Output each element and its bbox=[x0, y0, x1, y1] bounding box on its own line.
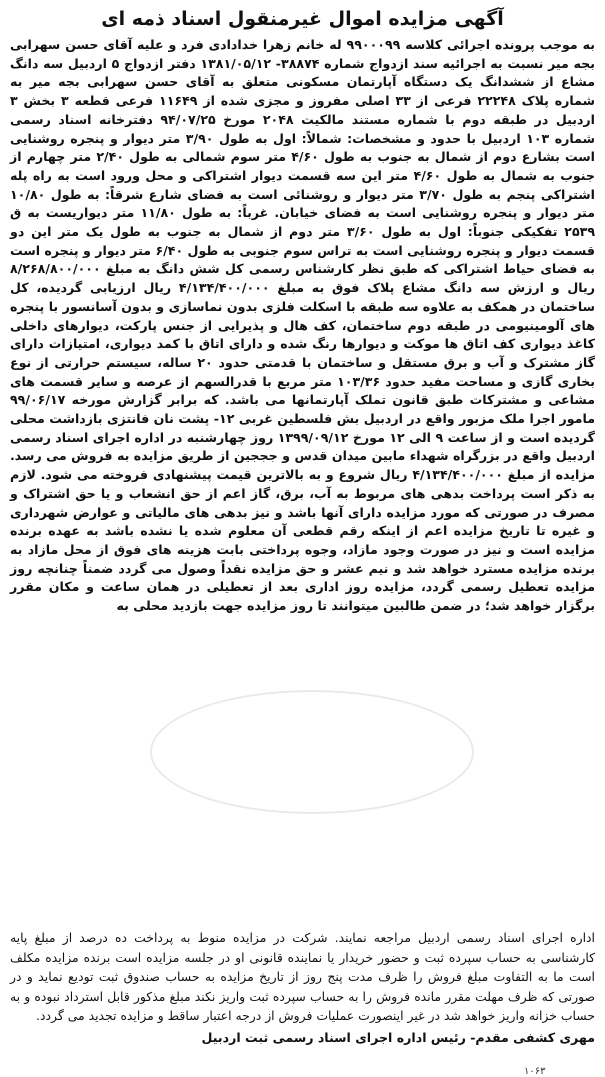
signature-line: مهری کشفی مقدم- رئیس اداره اجرای اسناد رسمی ثبت اردبیل bbox=[201, 1029, 595, 1045]
notice-body: به موجب پرونده اجرائی کلاسه ۹۹۰۰۰۹۹ له خانم زهرا خدادادی فرد و علیه آقای حسن سهرابی بجه میر نسبت به اجرائیه سند ازدواج شماره ۳۸۸۷۴- ۱۳۸۱/۰۵/۱۲ دفتر ازدواج ۵ اردبیل سه دانگ مشاع از ششدانگ یک دستگاه آپارتمان مسکونی متعلق به آقای حسن سهرابی بجه میر به شماره پلاک ۲۲۲۴۸ فرعی از ۳۳ اصلی مفروز و مجزی شده از ۱۱۶۴۹ فرعی قطعه ۳ بخش ۳ اردبیل در طبقه دوم با شماره مستند مالکیت ۲۰۴۸ مورخ ۹۴/۰۷/۲۵ دفترخانه اسناد رسمی شماره ۱۰۳ اردبیل با حدود و مشخصات: شمالاً: اول به طول ۳/۹۰ متر دیوار و پنجره روشنایی است بشارع دوم از شمال به جنوب به طول ۴/۶۰ متر سوم شمالی به طول ۲/۴۰ متر چهارم از جنوب به شمال به طول ۴/۶۰ متر این سه قسمت دیوار اشتراکی و محل ورود است به راه پله اشتراکی پنجم به طول ۳/۷۰ متر دیوار و روشنائی است به فضای شارع شرقاً: به طول ۱۰/۸۰ متر دیوار و پنجره روشنایی است به فضای خیابان. غرباً: به طول ۱۱/۸۰ متر دیواریست به ق ۲۵۳۹ تفکیکی جنوباً: اول به طول ۳/۶۰ متر دوم از شمال به جنوب به طول یک متر این دو قسمت دیوار و پنجره روشنایی است به تراس سوم جنوبی به طول ۶/۴۰ متر دیوار و پنجره است به فضای حیاط اشتراکی که طبق نظر کارشناس رسمی کل شش دانگ به مبلغ ۸/۲۶۸/۸۰۰/۰۰۰ ریال و ارزش سه دانگ مشاع پلاک فوق به مبلغ ۴/۱۳۴/۴۰۰/۰۰۰ ریال ارزیابی گردیده، کل ساختمان در همکف به علاوه سه طبقه با اسکلت فلزی بدون نماسازی و بدون آسانسور با پنجره های آلومینیومی در طبقه دوم ساختمان، کف هال و پذیرایی از جنس پارکت، دیوارهای داخلی کاغذ دیواری کف اتاق ها موکت و دیوارها رنگ شده و دارای اتاق با کمد دیواری، امتیازات دارای گاز مشترک و آب و برق مستقل و ساختمان با قدمتی حدود ۲۰ ساله، سیستم حرارتی از نوع بخاری گازی و مساحت مفید حدود ۱۰۳/۳۶ متر مربع با قدرالسهم از عرصه و سایر قسمت های مشاعی و مشترکات طبق قانون تملک آپارتمانها می باشد. که برابر گزارش مورخه ۹۹/۰۶/۱۷ مامور اجرا ملک مزبور واقع در اردبیل بش فلسطین غربی ۱۲- پشت نان فانتزی بازداشت محلی گردیده است و از ساعت ۹ الی ۱۲ مورخ ۱۳۹۹/۰۹/۱۲ روز چهارشنبه در اداره اجرای اسناد رسمی اردبیل واقع در بزرگراه شهداء مابین میدان قدس و جججین از طریق مزایده به فروش می رسد. مزایده از مبلغ ۴/۱۳۴/۴۰۰/۰۰۰ ریال شروع و به بالاترین قیمت پیشنهادی فروخته می شود. لازم به ذکر است پرداخت بدهی های مربوط به آب، برق، گاز اعم از حق انشعاب و یا حق اشتراک و مصرف در صورتی که مورد مزایده دارای آنها باشد و نیز بدهی های مالیاتی و عوارض شهرداری و غیره تا تاریخ مزایده اعم از اینکه رقم قطعی آن معلوم شده یا نشده باشد به عهده برنده مزایده است و نیز در صورت وجود مازاد، وجوه پرداختی بابت هزینه های فوق از محل مازاد به برنده مزایده مسترد خواهد شد و نیم عشر و حق مزایده نقداً وصول می گردد ضمناً چنانچه روز مزایده تعطیل رسمی گردد، مزایده روز اداری بعد از تعطیلی در همان ساعت و مکان مقرر برگزار خواهد شد؛ در ضمن طالبین میتوانند تا روز مزایده جهت بازدید محلی به bbox=[10, 37, 596, 614]
faded-stamp-watermark bbox=[150, 690, 474, 814]
notice-continuation: اداره اجرای اسناد رسمی اردبیل مراجعه نمایند. شرکت در مزایده منوط به پرداخت ده درصد از مبلغ پایه کارشناسی به حساب سپرده ثبت و حضور خریدار یا نماینده قانونی او در جلسه مزایده است برنده مزایده مکلف است ما به التفاوت مبلغ فروش را ظرف مدت پنج روز از تاریخ مزایده به حساب صندوق ثبت تودیع نماید و در صورتی که ظرف مهلت مقرر مانده فروش را به حساب سپرده ثبت واریز نکند مبلغ مذکور قابل استرداد نبوده و به حساب خزانه واریز خواهد شد در غیر اینصورت عملیات فروش از درجه اعتبار ساقط و مزایده تجدید می گردد. bbox=[10, 930, 595, 1023]
notice-title: آگهی مزایده اموال غیرمنقول اسناد ذمه ای bbox=[101, 8, 504, 30]
corner-code: ۱۰۶۳ bbox=[524, 1066, 546, 1077]
notice-continuation-block bbox=[10, 928, 595, 1048]
